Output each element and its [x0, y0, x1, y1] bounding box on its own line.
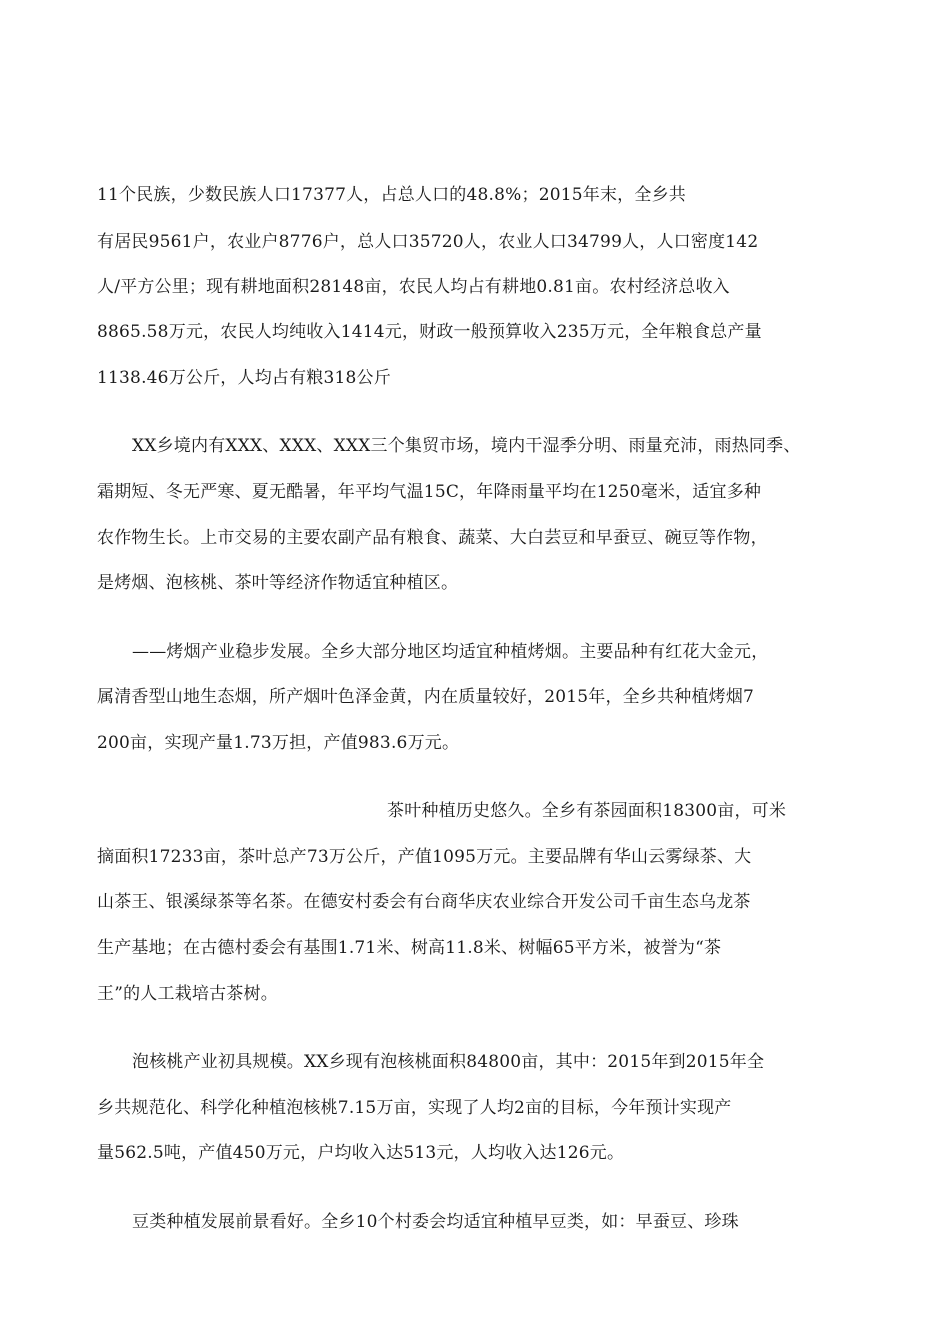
text-line: 生产基地；在古德村委会有基围1.71米、树高11.8米、树幅65平方米，被誉为“茶: [97, 938, 722, 958]
text-line: 乡共规范化、科学化种植泡核桃7.15万亩，实现了人均2亩的目标，今年预计实现产: [97, 1098, 732, 1118]
text-line: 200亩，实现产量1.73万担，产值983.6万元。: [97, 733, 460, 753]
text-line: 霜期短、冬无严寒、夏无酷暑，年平均气温15C，年降雨量平均在1250毫米，适宜多种: [97, 482, 762, 502]
text-line: 是烤烟、泡核桃、茶叶等经济作物适宜种植区。: [97, 573, 459, 593]
text-line: 泡核桃产业初具规模。XX乡现有泡核桃面积84800亩，其中：2015年到2015年全: [132, 1052, 765, 1072]
text-line: 王”的人工栽培古茶树。: [97, 984, 278, 1004]
text-line: 农作物生长。上市交易的主要农副产品有粮食、蔬菜、大白芸豆和早蚕豆、碗豆等作物，: [97, 528, 768, 548]
text-line: 11个民族，少数民族人口17377人，占总人口的48.8%；2015年末，全乡共: [97, 185, 686, 205]
text-line: 摘面积17233亩，茶叶总产73万公斤，产值1095万元。主要品牌有华山云雾绿茶、大: [97, 847, 752, 867]
text-line: 有居民9561户，农业户8776户，总人口35720人，农业人口34799人，人口密度142: [97, 232, 759, 252]
text-line: 山茶王、银溪绿茶等名茶。在德安村委会有台商华庆农业综合开发公司千亩生态乌龙茶: [97, 892, 751, 912]
text-line: ——烤烟产业稳步发展。全乡大部分地区均适宜种植烤烟。主要品种有红花大金元，: [132, 642, 769, 662]
text-line: 人/平方公里；现有耕地面积28148亩，农民人均占有耕地0.81亩。农村经济总收入: [97, 277, 730, 297]
text-line: 属清香型山地生态烟，所产烟叶色泽金黄，内在质量较好，2015年，全乡共种植烤烟7: [97, 687, 755, 707]
text-line: XX乡境内有XXX、XXX、XXX三个集贸市场，境内干湿季分明、雨量充沛，雨热同季、: [132, 436, 801, 456]
text-line: 8865.58万元，农民人均纯收入1414元，财政一般预算收入235万元，全年粮食总产量: [97, 322, 762, 342]
text-line: 1138.46万公斤，人均占有粮318公斤: [97, 368, 391, 388]
text-line: 量562.5吨，产值450万元，户均收入达513元，人均收入达126元。: [97, 1143, 625, 1163]
text-line: 茶叶种植历史悠久。全乡有茶园面积18300亩，可米: [387, 801, 787, 821]
text-line: 豆类种植发展前景看好。全乡10个村委会均适宜种植早豆类，如：早蚕豆、珍珠: [132, 1212, 739, 1232]
